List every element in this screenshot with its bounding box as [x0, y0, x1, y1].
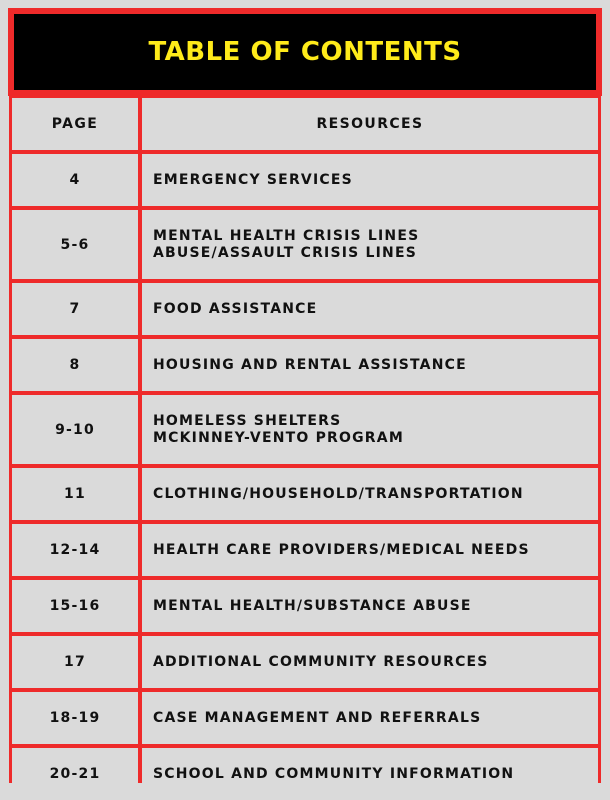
row-page: 12-14	[12, 524, 138, 576]
row-page: 20-21	[12, 748, 138, 800]
resource-line: MENTAL HEALTH CRISIS LINES	[153, 227, 420, 244]
resource-line: ABUSE/ASSAULT CRISIS LINES	[153, 244, 418, 261]
row-resource[interactable]	[142, 283, 598, 335]
row-page: 5-6	[12, 210, 138, 279]
row-page: 17	[12, 636, 138, 688]
title-banner	[8, 8, 602, 96]
header-resources: RESOURCES	[142, 98, 598, 150]
resource-line: HOMELESS SHELTERS	[153, 412, 342, 429]
resource-line: ADDITIONAL COMMUNITY RESOURCES	[153, 653, 489, 670]
resource-line: CASE MANAGEMENT AND REFERRALS	[153, 709, 482, 726]
row-resource[interactable]	[142, 210, 598, 279]
resource-line: HEALTH CARE PROVIDERS/MEDICAL NEEDS	[153, 541, 530, 558]
row-resource[interactable]	[142, 154, 598, 206]
row-page: 15-16	[12, 580, 138, 632]
row-page: 4	[12, 154, 138, 206]
row-page: 8	[12, 339, 138, 391]
resource-line: MENTAL HEALTH/SUBSTANCE ABUSE	[153, 597, 472, 614]
page-title: TABLE OF CONTENTS	[148, 37, 462, 67]
resource-line: HOUSING AND RENTAL ASSISTANCE	[153, 356, 467, 373]
resource-line: FOOD ASSISTANCE	[153, 300, 318, 317]
row-resource[interactable]	[142, 468, 598, 520]
row-resource[interactable]	[142, 748, 598, 800]
row-page: 9-10	[12, 395, 138, 464]
row-page: 18-19	[12, 692, 138, 744]
row-resource[interactable]	[142, 395, 598, 464]
contents-table	[9, 95, 601, 783]
row-resource[interactable]	[142, 524, 598, 576]
resource-line: MCKINNEY-VENTO PROGRAM	[153, 429, 404, 446]
row-page: 7	[12, 283, 138, 335]
row-resource[interactable]	[142, 339, 598, 391]
row-resource[interactable]	[142, 636, 598, 688]
row-resource[interactable]	[142, 692, 598, 744]
header-page: PAGE	[12, 98, 138, 150]
row-page: 11	[12, 468, 138, 520]
resource-line: SCHOOL AND COMMUNITY INFORMATION	[153, 765, 515, 782]
resource-line: EMERGENCY SERVICES	[153, 171, 353, 188]
resource-line: CLOTHING/HOUSEHOLD/TRANSPORTATION	[153, 485, 524, 502]
row-resource[interactable]	[142, 580, 598, 632]
